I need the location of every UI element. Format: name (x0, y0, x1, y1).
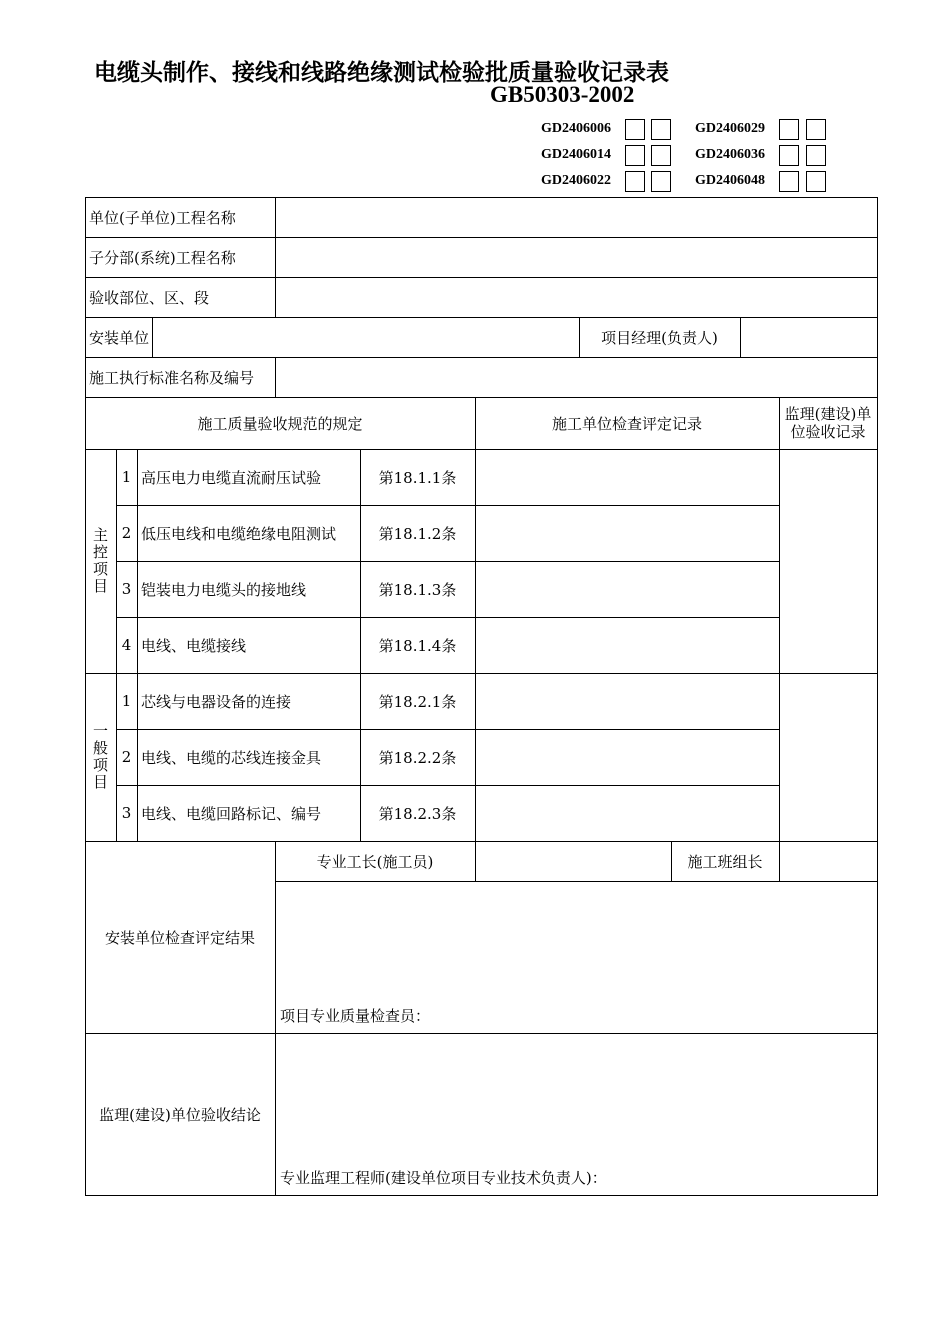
item-number: 1 (116, 449, 138, 506)
unit-project-label: 单位(子单位)工程名称 (85, 197, 276, 238)
item-number: 3 (116, 785, 138, 842)
general-group-label: 一般项目 (85, 673, 117, 842)
spec-header: 施工质量验收规范的规定 (85, 397, 476, 450)
item-name: 芯线与电器设备的连接 (137, 673, 361, 730)
item-number: 2 (116, 729, 138, 786)
foreman-value[interactable] (475, 841, 672, 882)
code-label: GD2406014 (541, 147, 611, 162)
item-name: 电线、电缆回路标记、编号 (137, 785, 361, 842)
code-checkbox[interactable] (625, 145, 645, 166)
code-checkbox[interactable] (651, 119, 671, 140)
item-name: 高压电力电缆直流耐压试验 (137, 449, 361, 506)
supervision-conclusion-label: 监理(建设)单位验收结论 (85, 1033, 276, 1196)
code-label: GD2406029 (695, 121, 765, 136)
item-clause: 第18.2.2条 (360, 729, 476, 786)
sub-project-label: 子分部(系统)工程名称 (85, 237, 276, 278)
standard-name-value[interactable] (275, 357, 878, 398)
acceptance-part-label: 验收部位、区、段 (85, 277, 276, 318)
item-name: 电线、电缆接线 (137, 617, 361, 674)
item-check-record[interactable] (475, 505, 780, 562)
item-name: 低压电线和电缆绝缘电阻测试 (137, 505, 361, 562)
item-clause: 第18.1.4条 (360, 617, 476, 674)
item-check-record[interactable] (475, 673, 780, 730)
item-name: 铠装电力电缆头的接地线 (137, 561, 361, 618)
form-title: 电缆头制作、接线和线路绝缘测试检验批质量验收记录表 (94, 60, 669, 86)
project-manager-value[interactable] (740, 317, 878, 358)
code-checkbox[interactable] (651, 145, 671, 166)
acceptance-part-value[interactable] (275, 277, 878, 318)
main-supervision-record[interactable] (779, 449, 878, 674)
code-checkbox[interactable] (779, 119, 799, 140)
item-check-record[interactable] (475, 729, 780, 786)
code-checkbox[interactable] (806, 119, 826, 140)
install-result-label: 安装单位检查评定结果 (85, 841, 276, 1034)
item-number: 3 (116, 561, 138, 618)
code-checkbox[interactable] (651, 171, 671, 192)
item-number: 2 (116, 505, 138, 562)
supervision-header: 监理(建设)单位验收记录 (779, 397, 878, 450)
supervision-engineer-label: 专业监理工程师(建设单位项目专业技术负责人)： (280, 1169, 607, 1187)
code-label: GD2406006 (541, 121, 611, 136)
standard-number: GB50303-2002 (490, 82, 635, 107)
code-checkbox[interactable] (625, 119, 645, 140)
item-check-record[interactable] (475, 561, 780, 618)
general-supervision-record[interactable] (779, 673, 878, 842)
team-leader-label: 施工班组长 (671, 841, 780, 882)
team-leader-value[interactable] (779, 841, 878, 882)
foreman-label: 专业工长(施工员) (275, 841, 476, 882)
sub-project-value[interactable] (275, 237, 878, 278)
item-check-record[interactable] (475, 617, 780, 674)
code-checkbox[interactable] (806, 145, 826, 166)
item-clause: 第18.2.1条 (360, 673, 476, 730)
item-check-record[interactable] (475, 785, 780, 842)
code-checkbox[interactable] (779, 171, 799, 192)
quality-inspector-label: 项目专业质量检查员： (280, 1007, 431, 1025)
code-label: GD2406036 (695, 147, 765, 162)
item-check-record[interactable] (475, 449, 780, 506)
code-checkbox[interactable] (625, 171, 645, 192)
item-clause: 第18.2.3条 (360, 785, 476, 842)
code-checkbox[interactable] (806, 171, 826, 192)
item-number: 1 (116, 673, 138, 730)
project-manager-label: 项目经理(负责人) (579, 317, 741, 358)
main-group-label: 主控项目 (85, 449, 117, 674)
item-clause: 第18.1.3条 (360, 561, 476, 618)
code-checkbox[interactable] (779, 145, 799, 166)
install-unit-label: 安装单位 (85, 317, 153, 358)
check-header: 施工单位检查评定记录 (475, 397, 780, 450)
standard-name-label: 施工执行标准名称及编号 (85, 357, 276, 398)
item-clause: 第18.1.1条 (360, 449, 476, 506)
item-number: 4 (116, 617, 138, 674)
install-unit-value[interactable] (152, 317, 580, 358)
item-name: 电线、电缆的芯线连接金具 (137, 729, 361, 786)
unit-project-value[interactable] (275, 197, 878, 238)
code-label: GD2406022 (541, 173, 611, 188)
code-label: GD2406048 (695, 173, 765, 188)
item-clause: 第18.1.2条 (360, 505, 476, 562)
